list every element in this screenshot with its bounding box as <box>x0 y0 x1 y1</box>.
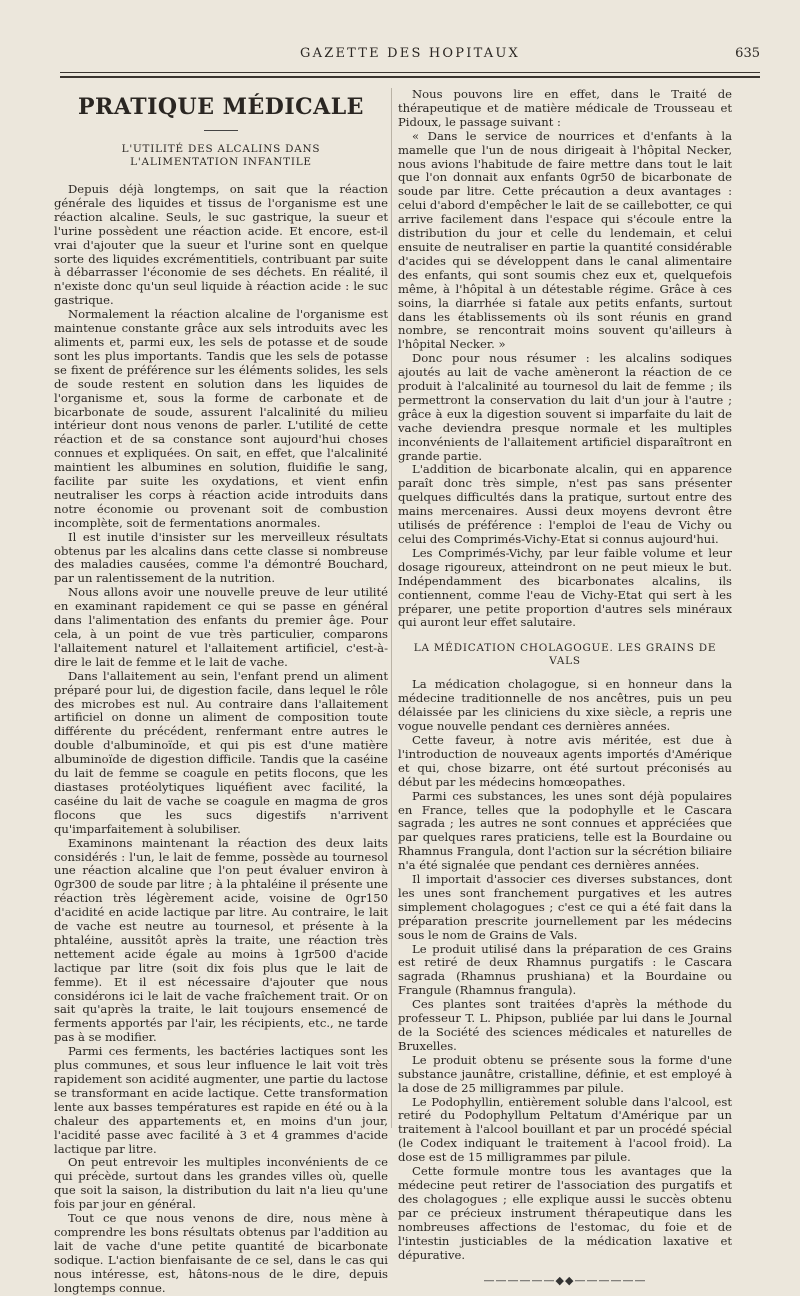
paragraph: Depuis déjà longtemps, on sait que la réaction générale des liquides et tissus de l'organisme est une réaction alcaline. Seuls, le suc gastrique, la sueur et l'urine possèdent une réaction acide. Et encore, est-il vrai d'ajouter que la sueur et l'urine sont en quelque sorte des liquides excrémentitiels, contribuant par suite à débarrasser l'économie de ses déchets. En réalité, il n'existe donc qu'un seul liquide à réaction acide : le suc gastrique. <box>54 182 388 308</box>
paragraph: Examinons maintenant la réaction des deux laits considérés : l'un, le lait de femme, possède au tournesol une réaction alcaline que l'on peut évaluer environ à 0gr300 de soude par litre ; à la phtaléine il présente une réaction très légèrement acide, voisine de 0gr150 d'acidité en acide lactique par litre. Au contraire, le lait de vache est neutre au tournesol, et présente à la phtaléine, aussitôt après la traite, une réaction très nettement acide égale au moins à 1gr500 d'acide lactique par litre (soit dix fois plus que le lait de femme). Et il est nécessaire d'ajouter que nous considérons ici le lait de vache fraîchement trait. Or on sait qu'après la traite, le lait toujours ensemencé de ferments apportés par l'air, les récipients, etc., ne tarde pas à se modifier. <box>54 835 388 1045</box>
paragraph: On peut entrevoir les multiples inconvénients de ce qui précède, surtout dans les grandes villes où, quelle que soit la saison, la distribution du lait n'a lieu qu'une fois par jour en général. <box>54 1155 388 1212</box>
paragraph: Le Podophyllin, entièrement soluble dans l'alcool, est retiré du Podophyllum Peltatum d'Amérique par un traitement à l'alcool bouillant et par un procédé spécial (le Codex indiquant le traitement à l'acool froid). La dose est de 15 milligrammes par pilule. <box>398 1094 732 1165</box>
paragraph: Tout ce que nous venons de dire, nous mène à comprendre les bons résultats obtenus par l'addition au lait de vache d'une petite quantité de bicarbonate sodique. L'action bienfaisante de ce sel, dans le cas qui nous intéresse, est, hâtons-nous de le dire, depuis longtemps connue. <box>54 1211 388 1295</box>
paragraph: Normalement la réaction alcaline de l'organisme est maintenue constante grâce aux sels introduits avec les aliments et, parmi eux, les sels de potasse et de soude sont les plus importants. Tandis que les sels de potasse se fixent de préférence sur les éléments solides, les sels de soude restent en solution dans les liquides de l'organisme et, sous la forme de carbonate et de bicarbonate de soude, assurent l'alcalinité du milieu intérieur dont nous venons de parler. L'utilité de cette réaction et de sa constance sont aujourd'hui choses connues et expliquées. On sait, en effet, que l'alcalinité maintient les albumines en solution, fluidifie le sang, facilite par suite les oxydations, et vient enfin neutraliser les corps à réaction acide introduits dans notre économie ou provenant soit de combustion incomplète, soit de fermentations anormales. <box>54 307 388 530</box>
end-ornament-icon: ——————◆◆—————— <box>483 1274 647 1288</box>
paragraph: Nous allons avoir une nouvelle preuve de leur utilité en examinant rapidement ce qui se passe en général dans l'alimentation des enfants du premier âge. Pour cela, à un point de vue très particulier, comparons l'allaitement naturel et l'allaitement artificiel, c'est-à-dire le lait de femme et le lait de vache. <box>54 585 388 669</box>
journal-title: GAZETTE DES HOPITAUX <box>300 46 520 61</box>
title-rule <box>204 130 238 131</box>
paragraph: Il importait d'associer ces diverses substances, dont les unes sont franchement purgatives et les autres simplement cholagogues ; c'est ce qui a été fait dans la préparation prescrite journellement par les médecins sous le nom de Grains de Vals. <box>398 872 732 942</box>
right-column <box>398 87 732 1288</box>
paragraph: Parmi ces substances, les unes sont déjà populaires en France, telles que la podophylle et le Cascara sagrada ; les autres ne sont connues et appréciées que par quelques rares praticiens, telle est la Bourdaine ou Rhamnus Frangula, dont l'action sur la sécrétion biliaire n'a été signalée que pendant ces dernières années. <box>398 788 732 873</box>
paragraph: Cette faveur, à notre avis méritée, est due à l'introduction de nouveaux agents importés d'Amérique et qui, chose bizarre, ont été surtout préconisés au début par les médecins homœopathes. <box>398 732 732 789</box>
quotation-paragraph: « Dans le service de nourrices et d'enfants à la mamelle que l'un de nous dirigeait à l'hôpital Necker, nous avions l'habitude de faire mettre dans tout le lait que l'on donnait aux enfants 0gr50 de bicarbonate de soude par litre. Cette précaution a deux avantages : celui d'abord d'empêcher le lait de se caillebotter, ce qui arrive facilement dans l'espace qui s'écoule entre la distribution du jour et celle du lendemain, et celui ensuite de neutraliser en partie la quantité considérable d'acides qui se développent dans le canal alimentaire des enfants, qui sont soumis chez eux et, quelquefois même, à l'hôpital à un détestable régime. Grâce à ces soins, la diarrhée si fatale aux petits enfants, surtout dans les établissements où ils sont réunis en grand nombre, se rencontrait moins souvent qu'ailleurs à l'hôpital Necker. » <box>398 128 732 352</box>
page-number: 635 <box>735 46 760 61</box>
paragraph: Parmi ces ferments, les bactéries lactiques sont les plus communes, et sous leur influence le lait voit très rapidement son acidité augmenter, une partie du lactose se transformant en acide lactique. Cette transformation lente aux basses températures est rapide en été ou à la chaleur des appartements et, en moins d'un jour, l'acidité passe avec facilité à 3 et 4 grammes d'acide lactique par litre. <box>54 1044 388 1156</box>
paragraph: Ces plantes sont traitées d'après la méthode du professeur T. L. Phipson, publiée par lui dans le Journal de la Société des sciences médicales et naturelles de Bruxelles. <box>398 997 732 1053</box>
left-column <box>54 88 388 1295</box>
paragraph: Donc pour nous résumer : les alcalins sodiques ajoutés au lait de vache amèneront la réaction de ce produit à l'alcalinité au tournesol du lait de femme ; ils permettront la conservation du lait d'un jour à l'autre ; grâce à eux la digestion souvent si imparfaite du lait de vache deviendra presque normale et les multiples inconvénients de l'allaitement artificiel disparaîtront en grande partie. <box>398 351 732 463</box>
column-divider <box>391 88 392 1128</box>
paragraph: Dans l'allaitement au sein, l'enfant prend un aliment préparé pour lui, de digestion facile, dans lequel le rôle des microbes est nul. Au contraire dans l'allaitement artificiel on donne un aliment de composition toute différente du précédent, renfermant entre autres le double d'albuminoïde, et qui pis est d'une matière albuminoïde de digestion difficile. Tandis que la caséine du lait de femme se coagule en petits flocons, que les diastases protéolytiques liquéfient avec facilité, la caséine du lait de vache se coagule en magma de gros flocons que les sucs digestifs n'arrivent qu'imparfaitement à solubiliser. <box>54 668 388 836</box>
paragraph: L'addition de bicarbonate alcalin, qui en apparence paraît donc très simple, n'est pas sans présenter quelques difficultés dans la pratique, surtout entre des mains mercenaires. Aussi deux moyens devront être utilisés de préférence : l'emploi de l'eau de Vichy ou celui des Comprimés-Vichy-Etat si connus aujourd'hui. <box>398 462 732 546</box>
paragraph: Le produit utilisé dans la préparation de ces Grains est retiré de deux Rhamnus purgatifs : le Cascara sagrada (Rhamnus prushiana) et la Bourdaine ou Frangule (Rhamnus frangula). <box>398 941 732 998</box>
article-title: PRATIQUE MÉDICALE <box>78 94 364 120</box>
header-rule <box>60 72 760 73</box>
paragraph: Les Comprimés-Vichy, par leur faible volume et leur dosage rigoureux, atteindront on ne peut mieux le but. Indépendamment des bicarbonates alcalins, ils contiennent, comme l'eau de Vichy-Etat qui sert à les préparer, une petite proportion d'autres sels minéraux qui auront leur effet salutaire. <box>398 545 732 630</box>
paragraph: Le produit obtenu se présente sous la forme d'une substance jaunâtre, cristalline, définie, et est employé à la dose de 25 milligrammes par pilule. <box>398 1052 732 1095</box>
paragraph: Nous pouvons lire en effet, dans le Traité de thérapeutique et de matière médicale de Trousseau et Pidoux, le passage suivant : <box>398 87 732 129</box>
header-rule-thick <box>60 76 760 78</box>
section-title: LA MÉDICATION CHOLAGOGUE. LES GRAINS DE VALS <box>413 642 717 668</box>
paragraph: La médication cholagogue, si en honneur dans la médecine traditionnelle de nos ancêtres, puis un peu délaissée par les cliniciens du xixe siècle, a repris une vogue nouvelle pendant ces dernières années. <box>398 677 732 734</box>
article-subtitle: L'UTILITÉ DES ALCALINS DANS L'ALIMENTATION INFANTILE <box>121 143 321 168</box>
paragraph: Cette formule montre tous les avantages que la médecine peut retirer de l'association des purgatifs et des cholagogues ; elle explique aussi le succès obtenu par ce précieux instrument thérapeutique dans les nombreuses affections de l'estomac, du foie et de l'intestin justiciables de la médication laxative et dépurative. <box>398 1164 732 1262</box>
page-header <box>60 46 760 68</box>
paragraph: Il est inutile d'insister sur les merveilleux résultats obtenus par les alcalins dans cette classe si nombreuse des maladies causées, comme l'a démontré Bouchard, par un ralentissement de la nutrition. <box>54 529 388 586</box>
